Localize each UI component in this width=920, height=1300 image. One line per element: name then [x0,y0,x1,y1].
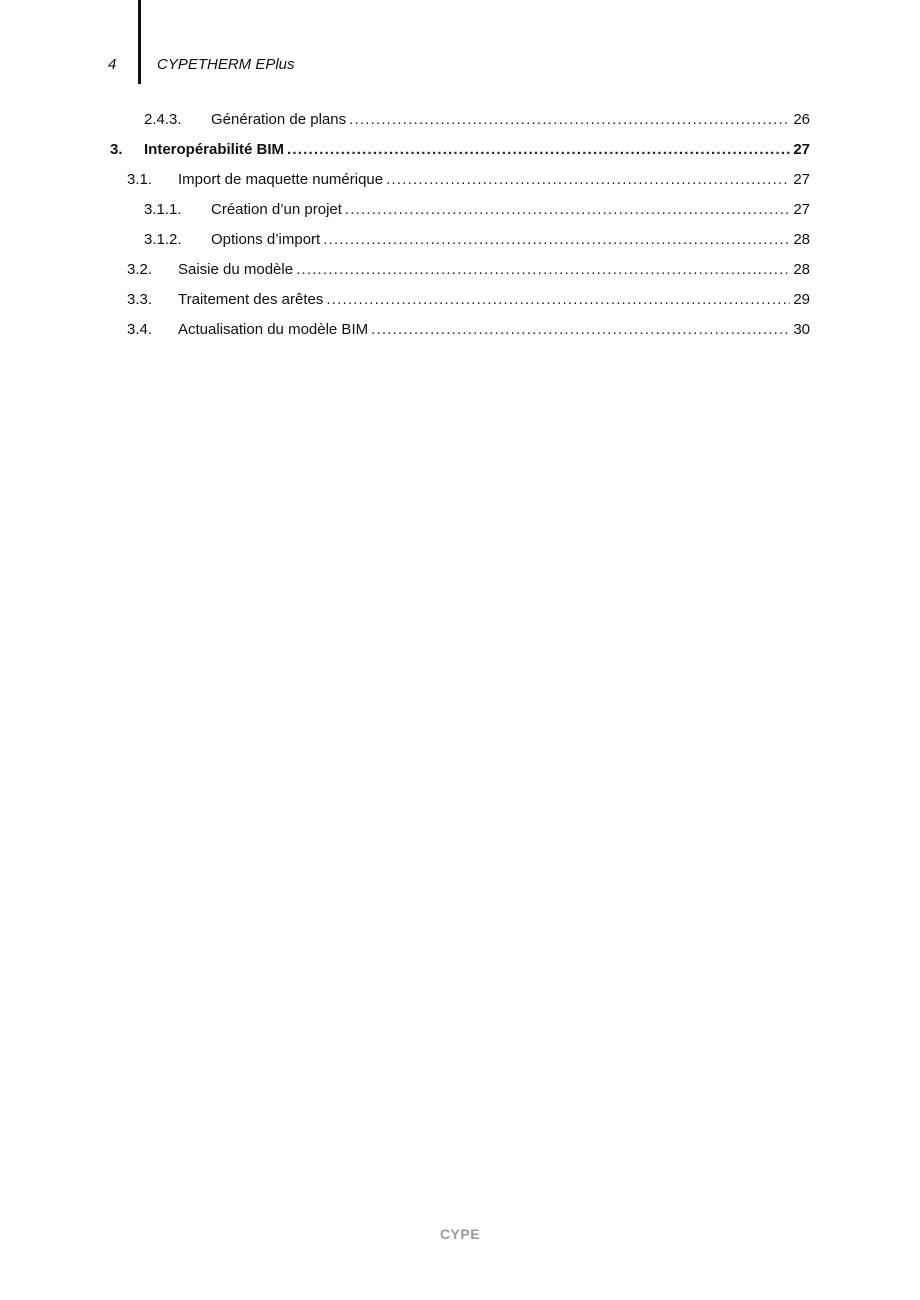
document-title: CYPETHERM EPlus [157,56,295,73]
toc-dot-leader [386,170,790,190]
toc-dot-leader [349,110,790,130]
toc-entry-page: 27 [793,201,810,218]
toc-entry-number: 3.1.2. [144,231,182,248]
toc-entry[interactable] [127,290,810,310]
toc-dot-leader [287,140,790,160]
toc-entry-page: 27 [793,141,810,158]
header-divider [138,0,141,84]
toc-dot-leader [323,230,790,250]
toc-entry-number: 3.1. [127,171,153,188]
toc-dot-leader [371,320,790,340]
toc-entry[interactable] [144,200,810,220]
toc-entry-title: Saisie du modèle [178,261,294,278]
toc-entry[interactable] [144,110,810,130]
toc-entry-number: 3.3. [127,291,153,308]
toc-entry-page: 28 [793,231,810,248]
toc-entry[interactable] [127,260,810,280]
toc-entry-page: 30 [793,321,810,338]
toc-entry-title: Import de maquette numérique [178,171,384,188]
toc-entry[interactable] [110,140,810,160]
toc-entry-title: Génération de plans [211,111,347,128]
toc-dot-leader [296,260,790,280]
toc-entry-title: Création d’un projet [211,201,342,218]
toc-entry-number: 3.2. [127,261,153,278]
toc-dot-leader [345,200,790,220]
toc-entry-page: 27 [793,171,810,188]
toc-dot-leader [326,290,790,310]
toc-entry-title: Interopérabilité BIM [144,141,285,158]
toc-entry[interactable] [144,230,810,250]
toc-entry-number: 3.1.1. [144,201,182,218]
toc-entry-number: 3.4. [127,321,153,338]
footer-brand: CYPE [439,1226,481,1242]
toc-entry-page: 29 [793,291,810,308]
toc-entry-page: 28 [793,261,810,278]
toc-entry[interactable] [127,320,810,340]
toc-entry-title: Traitement des arêtes [178,291,324,308]
toc-entry-page: 26 [793,111,810,128]
toc-entry-title: Options d’import [211,231,321,248]
toc-entry[interactable] [127,170,810,190]
page-number: 4 [108,56,117,73]
toc-entry-number: 3. [110,141,123,158]
toc-entry-title: Actualisation du modèle BIM [178,321,369,338]
toc-entry-number: 2.4.3. [144,111,182,128]
